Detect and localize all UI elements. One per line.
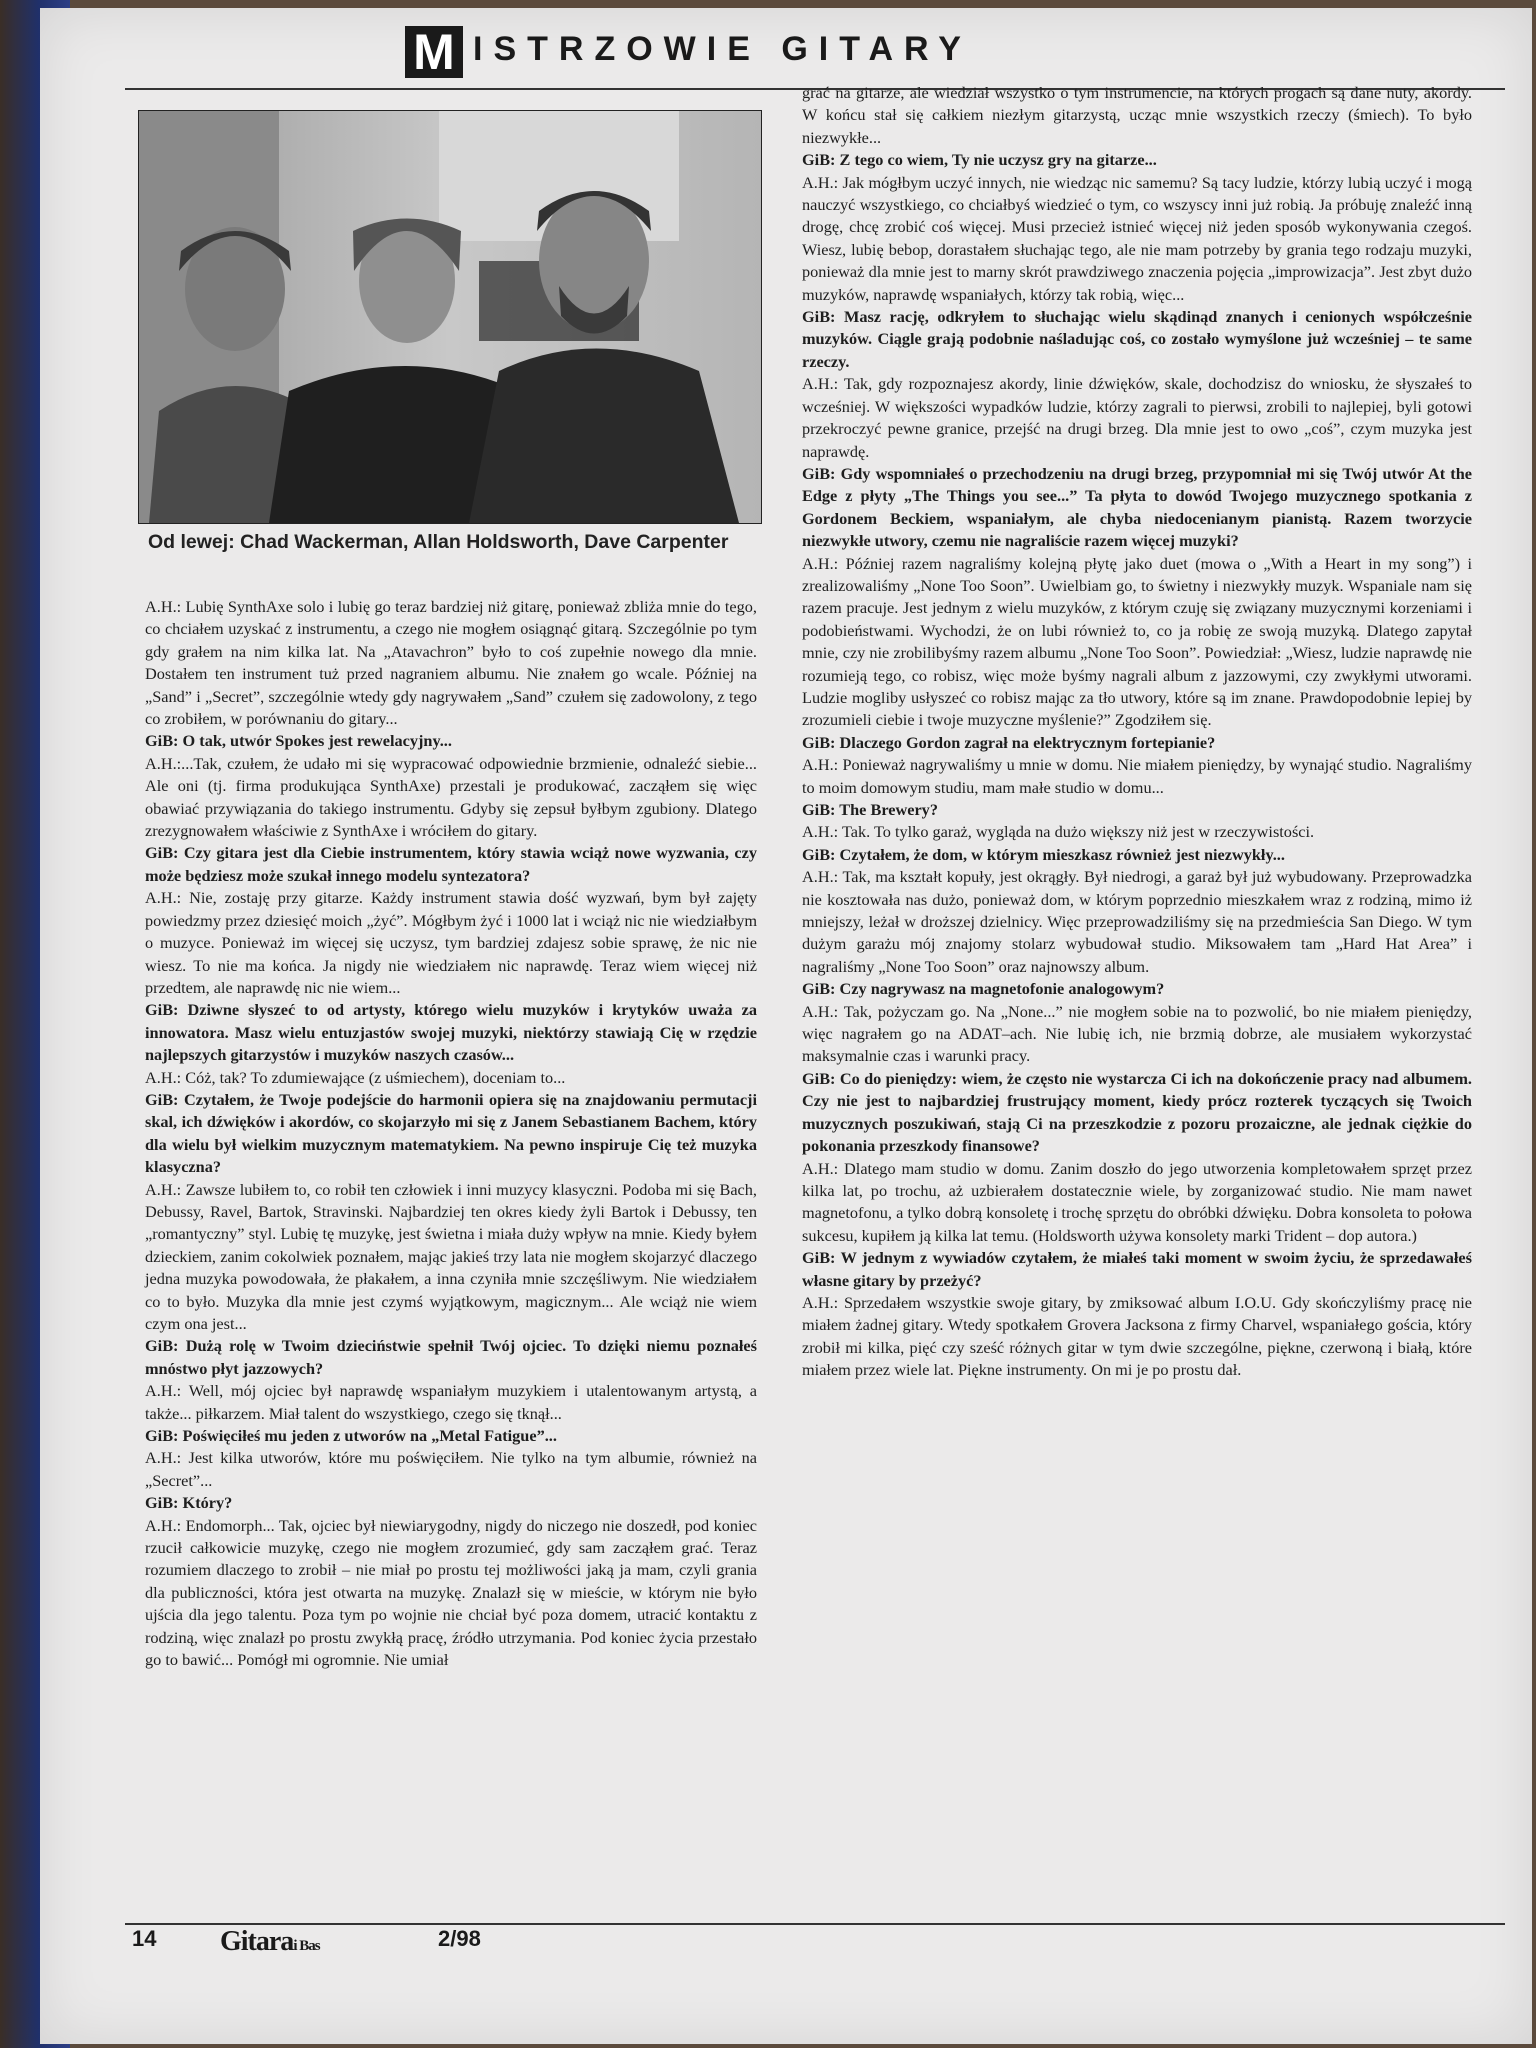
band-photo: [138, 110, 762, 524]
answer-paragraph: A.H.: Zawsze lubiłem to, co robił ten człowiek i inni muzycy klasyczni. Podoba mi się Bach, Debussy, Ravel, Bartok, Stravinski. Najbardziej ten okres kiedy żyli Bartok i Debussy, ten „romantyczny” styl. Lubię tę muzykę, jest świetna i miała duży wpływ na mnie. Kiedy byłem dzieckiem, zanim cokolwiek poznałem, mając jakieś trzy lata nie mogłem skojarzyć dlaczego jedna muzyka powodowała, że płakałem, a inna czyniła mnie szczęśliwym. Nie wiedziałem co to było. Muzyka dla mnie jest czymś wyjątkowym, magicznym... Ale wciąż nie wiem czym ona jest...: [145, 1179, 757, 1333]
question-paragraph: GiB: Czytałem, że Twoje podejście do harmonii opiera się na znajdowaniu permutacji skal, ich dźwięków i akordów, co skojarzyło mi się z Janem Sebastianem Bachem, który dla wielu był wielkim muzycznym matematykiem. Na pewno inspiruje Cię też muzyka klasyczna?: [145, 1089, 757, 1177]
question-paragraph: GiB: Poświęciłeś mu jeden z utworów na „Metal Fatigue”...: [145, 1426, 557, 1446]
answer-paragraph: A.H.: Well, mój ojciec był naprawdę wspaniałym muzykiem i utalentowanym artystą, a także... piłkarzem. Miał talent do wszystkiego, czego się tknął...: [145, 1381, 757, 1423]
question-paragraph: GiB: Dziwne słyszeć to od artysty, którego wielu muzyków i krytyków uważa za innowatora. Masz wielu entuzjastów swojej muzyki, niektórzy stawiają Cię w rzędzie najlepszych gitarzystów i muzyków naszych czasów...: [145, 1000, 757, 1065]
answer-paragraph: A.H.: Ponieważ nagrywaliśmy u mnie w domu. Nie miałem pieniędzy, by wynająć studio. Nagraliśmy to moim domowym studiu, mam małe studio w domu...: [802, 755, 1472, 797]
answer-paragraph: A.H.: Później razem nagraliśmy kolejną płytę jako duet (mowa o „With a Heart in my song”) i zrealizowaliśmy „None Too Soon”. Uwielbiam go, to świetny i niezwykły muzyk. Wspaniale nam się razem pracuje. Jest jednym z wielu muzyków, z którym czuję się związany muzycznymi korzeniami i podobieństwami. Wychodzi, że on lubi również to, co ja robię ze swoją muzyką. Dlatego zapytał mnie, czy nie zrobilibyśmy razem albumu „None Too Soon”. Powiedział: „Wiesz, ludzie naprawdę nie rozumieją tego, co robisz, więc może byśmy nagrali album z jazzowymi, czy zwykłymi utworami. Ludzie mogliby usłyszeć co robisz mając za tło utwory, które są im znane. Prawdopodobnie lepiej by zrozumieli ciebie i twoje muzyczne myślenie?” Zgodziłem się.: [802, 553, 1472, 730]
answer-paragraph: A.H.: Cóż, tak? To zdumiewające (z uśmiechem), doceniam to...: [145, 1067, 566, 1087]
right-column: [802, 82, 1472, 1382]
question-paragraph: GiB: Czy gitara jest dla Ciebie instrumentem, który stawia wciąż nowe wyzwania, czy może będziesz może szukał innego modelu syntezatora?: [145, 843, 757, 885]
answer-paragraph: A.H.: Nie, zostaję przy gitarze. Każdy instrument stawia dość wyzwań, bym był zajęty powiedzmy przez dziesięć moich „żyć”. Mógłbym żyć i 1000 lat i wciąż nic nie wiedziałbym o muzyce. Ponieważ im więcej się uczysz, tym bardziej zdajesz sobie sprawę, że nic nie wiesz. To nie ma końca. Ja nigdy nie wiedziałem nic naprawdę. Teraz wiem więcej niż przedtem, ale naprawdę nic nie wiem...: [145, 888, 757, 997]
question-paragraph: GiB: Dlaczego Gordon zagrał na elektrycznym fortepianie?: [802, 732, 1216, 752]
header-initial-box: M: [405, 26, 463, 78]
answer-paragraph: A.H.: Tak, ma kształt kopuły, jest okrągły. Był niedrogi, a garaż był już wybudowany. Przeprowadzka nie kosztowała nas dużo, ponieważ dom, w którym poprzednio mieszkałem wraz z rodziną, mimo iż mniejszy, leżał w droższej dzielnicy. Więc przeprowadziliśmy się na przedmieścia San Diego. W tym dużym garażu mój znajomy stolarz wybudował studio. Miksowałem tam „Hard Hat Area” i nagraliśmy „None Too Soon” oraz najnowszy album.: [802, 867, 1472, 976]
page-number: 14: [132, 1926, 157, 1951]
answer-paragraph: A.H.: Jest kilka utworów, które mu poświęciłem. Nie tylko na tym albumie, również na „Secret”...: [145, 1448, 757, 1490]
answer-paragraph: A.H.: Endomorph... Tak, ojciec był niewiarygodny, nigdy do niczego nie doszedł, pod koniec rzucił całkowicie muzykę, czego nie mogłem zrozumieć, gdy sam zacząłem grać. Teraz rozumiem dlaczego to zrobił – nie miał po prostu tej możliwości jaką ja mam, czyli grania dla publiczności, która jest otwarta na muzykę. Znalazł się w mieście, w którym nie było ujścia dla jego talentu. Poza tym po wojnie nie chciał być poza domem, utracić kontaktu z rodziną, więc znalazł po prostu zwykłą pracę, źródło utrzymania. Pod koniec życia przestało go to bawić... Pomógł mi ogromnie. Nie umiał: [145, 1515, 757, 1670]
question-paragraph: GiB: Z tego co wiem, Ty nie uczysz gry na gitarze...: [802, 150, 1157, 170]
answer-paragraph: A.H.: Tak, gdy rozpoznajesz akordy, linie dźwięków, skale, dochodzisz do wniosku, że słyszałeś to wcześniej. W większości wypadków ludzie, którzy zagrali to pierwsi, zrobili to najlepiej, byli gotowi przekroczyć pewne granice, przejść na drugi brzeg. Dla mnie jest to owo „coś”, czym muzyka jest naprawdę.: [802, 374, 1472, 461]
logo-small: i Bas: [293, 1938, 320, 1954]
answer-paragraph: A.H.: Jak mógłbym uczyć innych, nie wiedząc nic samemu? Są tacy ludzie, którzy lubią uczyć i mogą nauczyć wszystkiego, co chciałbyś wiedzieć o tym, co wszyscy inni już robią. Ja próbuję znaleźć inną drogę, chcę zrobić coś więcej. Musi przecież istnieć więcej niż jeden sposób wykonywania czegoś. Wiesz, lubię bebop, dorastałem słuchając tego, ale nie mam potrzeby by grania tego rodzaju muzyki, ponieważ dla mnie jest to marny skrót prawdziwego znaczenia pojęcia „improwizacja”. Jest zbyt dużo muzyków, naprawdę wspaniałych, którzy tak robią, więc...: [802, 172, 1472, 304]
answer-paragraph: A.H.: Lubię SynthAxe solo i lubię go teraz bardziej niż gitarę, ponieważ zbliża mnie do tego, co chciałem uzyskać z instrumentu, a czego nie mogłem osiągnąć gitarą. Szczególnie po tym gdy grałem na nim kilka lat. Na „Atavachron” było to coś zupełnie nowego dla mnie. Dostałem ten instrument tuż przed nagraniem albumu. Nie znałem go wcale. Później na „Sand” i „Secret”, szczególnie wtedy gdy nagrywałem „Sand” czułem się zadowolony, z tego co zrobiłem, w porównaniu do gitary...: [145, 597, 757, 729]
answer-paragraph: grać na gitarze, ale wiedział wszystko o tym instrumencie, na których progach są dane nuty, akordy. W końcu stał się całkiem niezłym gitarzystą, ucząc mnie wszystkich rzeczy (śmiech). To było niezwykłe...: [802, 83, 1472, 147]
question-paragraph: GiB: Czytałem, że dom, w którym mieszkasz również jest niezwykły...: [802, 844, 1285, 864]
question-paragraph: GiB: Czy nagrywasz na magnetofonie analogowym?: [802, 979, 1165, 999]
magazine-logo: [220, 1926, 320, 1966]
question-paragraph: GiB: W jednym z wywiadów czytałem, że miałeś taki moment w swoim życiu, że sprzedawałeś własne gitary by przeżyć?: [802, 1248, 1472, 1290]
logo-main: Gitara: [220, 1926, 294, 1957]
band-photo-image: [139, 111, 761, 523]
header-title: ISTRZOWIE GITARY: [473, 30, 972, 68]
photo-caption: Od lewej: Chad Wackerman, Allan Holdsworth, Dave Carpenter: [148, 531, 729, 553]
issue-number: 2/98: [438, 1926, 481, 1951]
footer-rule: [125, 1923, 1505, 1925]
answer-paragraph: A.H.: Dlatego mam studio w domu. Zanim doszło do jego utworzenia kompletowałem sprzęt przez kilka lat, po trochu, aż uzbierałem dostatecznie wiele, by zorganizować studio. Nie mam nawet magnetofonu, a tylko dobrą konsoletę i trochę sprzętu do obróbki dźwięku. Dobra konsoleta to połowa sukcesu, kupiłem ją kilka lat temu. (Holdsworth używa konsolety marki Trident – dop autora.): [802, 1158, 1472, 1245]
question-paragraph: GiB: Co do pieniędzy: wiem, że często nie wystarcza Ci ich na dokończenie pracy nad albumem. Czy nie jest to najbardziej frustrujący moment, kiedy prócz rozterek tyczących się Twoich muzycznych poszukiwań, stają Ci na przeszkodzie z pozoru prozaiczne, ale jednak ciężkie do pokonania przeszkody finansowe?: [802, 1068, 1472, 1156]
magazine-page: [40, 8, 1532, 2044]
question-paragraph: GiB: Gdy wspomniałeś o przechodzeniu na drugi brzeg, przypomniał mi się Twój utwór At the Edge z płyty „The Things you see...” Ta płyta to dowód Twojego muzycznego spotkania z Gordonem Beckiem, wspaniałym, ale chyba niedocenianym pianistą. Razem tworzycie niezwykłe utwory, czemu nie nagraliście razem więcej muzyki?: [802, 463, 1472, 551]
question-paragraph: GiB: O tak, utwór Spokes jest rewelacyjny...: [145, 731, 452, 751]
question-paragraph: GiB: Który?: [145, 1493, 233, 1513]
question-paragraph: GiB: Dużą rolę w Twoim dzieciństwie spełnił Twój ojciec. To dzięki niemu poznałeś mnóstwo płyt jazzowych?: [145, 1336, 757, 1378]
question-paragraph: GiB: Masz rację, odkryłem to słuchając wielu skądinąd znanych i cenionych współcześnie muzyków. Ciągle grają podobnie naśladując coś, co zostało wymyślone już wcześniej – te same rzeczy.: [802, 307, 1472, 371]
answer-paragraph: A.H.: Sprzedałem wszystkie swoje gitary, by zmiksować album I.O.U. Gdy skończyliśmy pracę nie miałem żadnej gitary. Wtedy spotkałem Grovera Jacksona z firmy Charvel, wspaniałego gościa, który zrobił mi kilka, pięć czy sześć różnych gitar w tym dwie szczególne, piękne, czerwoną i białą, które miałem przez wiele lat. Piękne instrumenty. On mi je po prostu dał.: [802, 1292, 1472, 1380]
answer-paragraph: A.H.: Tak. To tylko garaż, wygląda na dużo większy niż jest w rzeczywistości.: [802, 822, 1315, 842]
answer-paragraph: A.H.: Tak, pożyczam go. Na „None...” nie mogłem sobie na to pozwolić, bo nie miałem pieniędzy, więc nagrałem go na ADAT–ach. Nie lubię ich, nie brzmią dobrze, ale musiałem wykorzystać maksymalnie czas i warunki pracy.: [802, 1001, 1472, 1066]
left-column: [145, 596, 757, 1672]
question-paragraph: GiB: The Brewery?: [802, 800, 938, 819]
answer-paragraph: A.H.:...Tak, czułem, że udało mi się wypracować odpowiednie brzmienie, odnaleźć siebie... Ale oni (tj. firma produkująca SynthAxe) przestali je produkować, zacząłem się więc obawiać przywiązania do takiego instrumentu. Gdyby się zepsuł byłbym zgubiony. Dlatego zrezygnowałem właściwie z SynthAxe i wróciłem do gitary.: [145, 753, 757, 841]
